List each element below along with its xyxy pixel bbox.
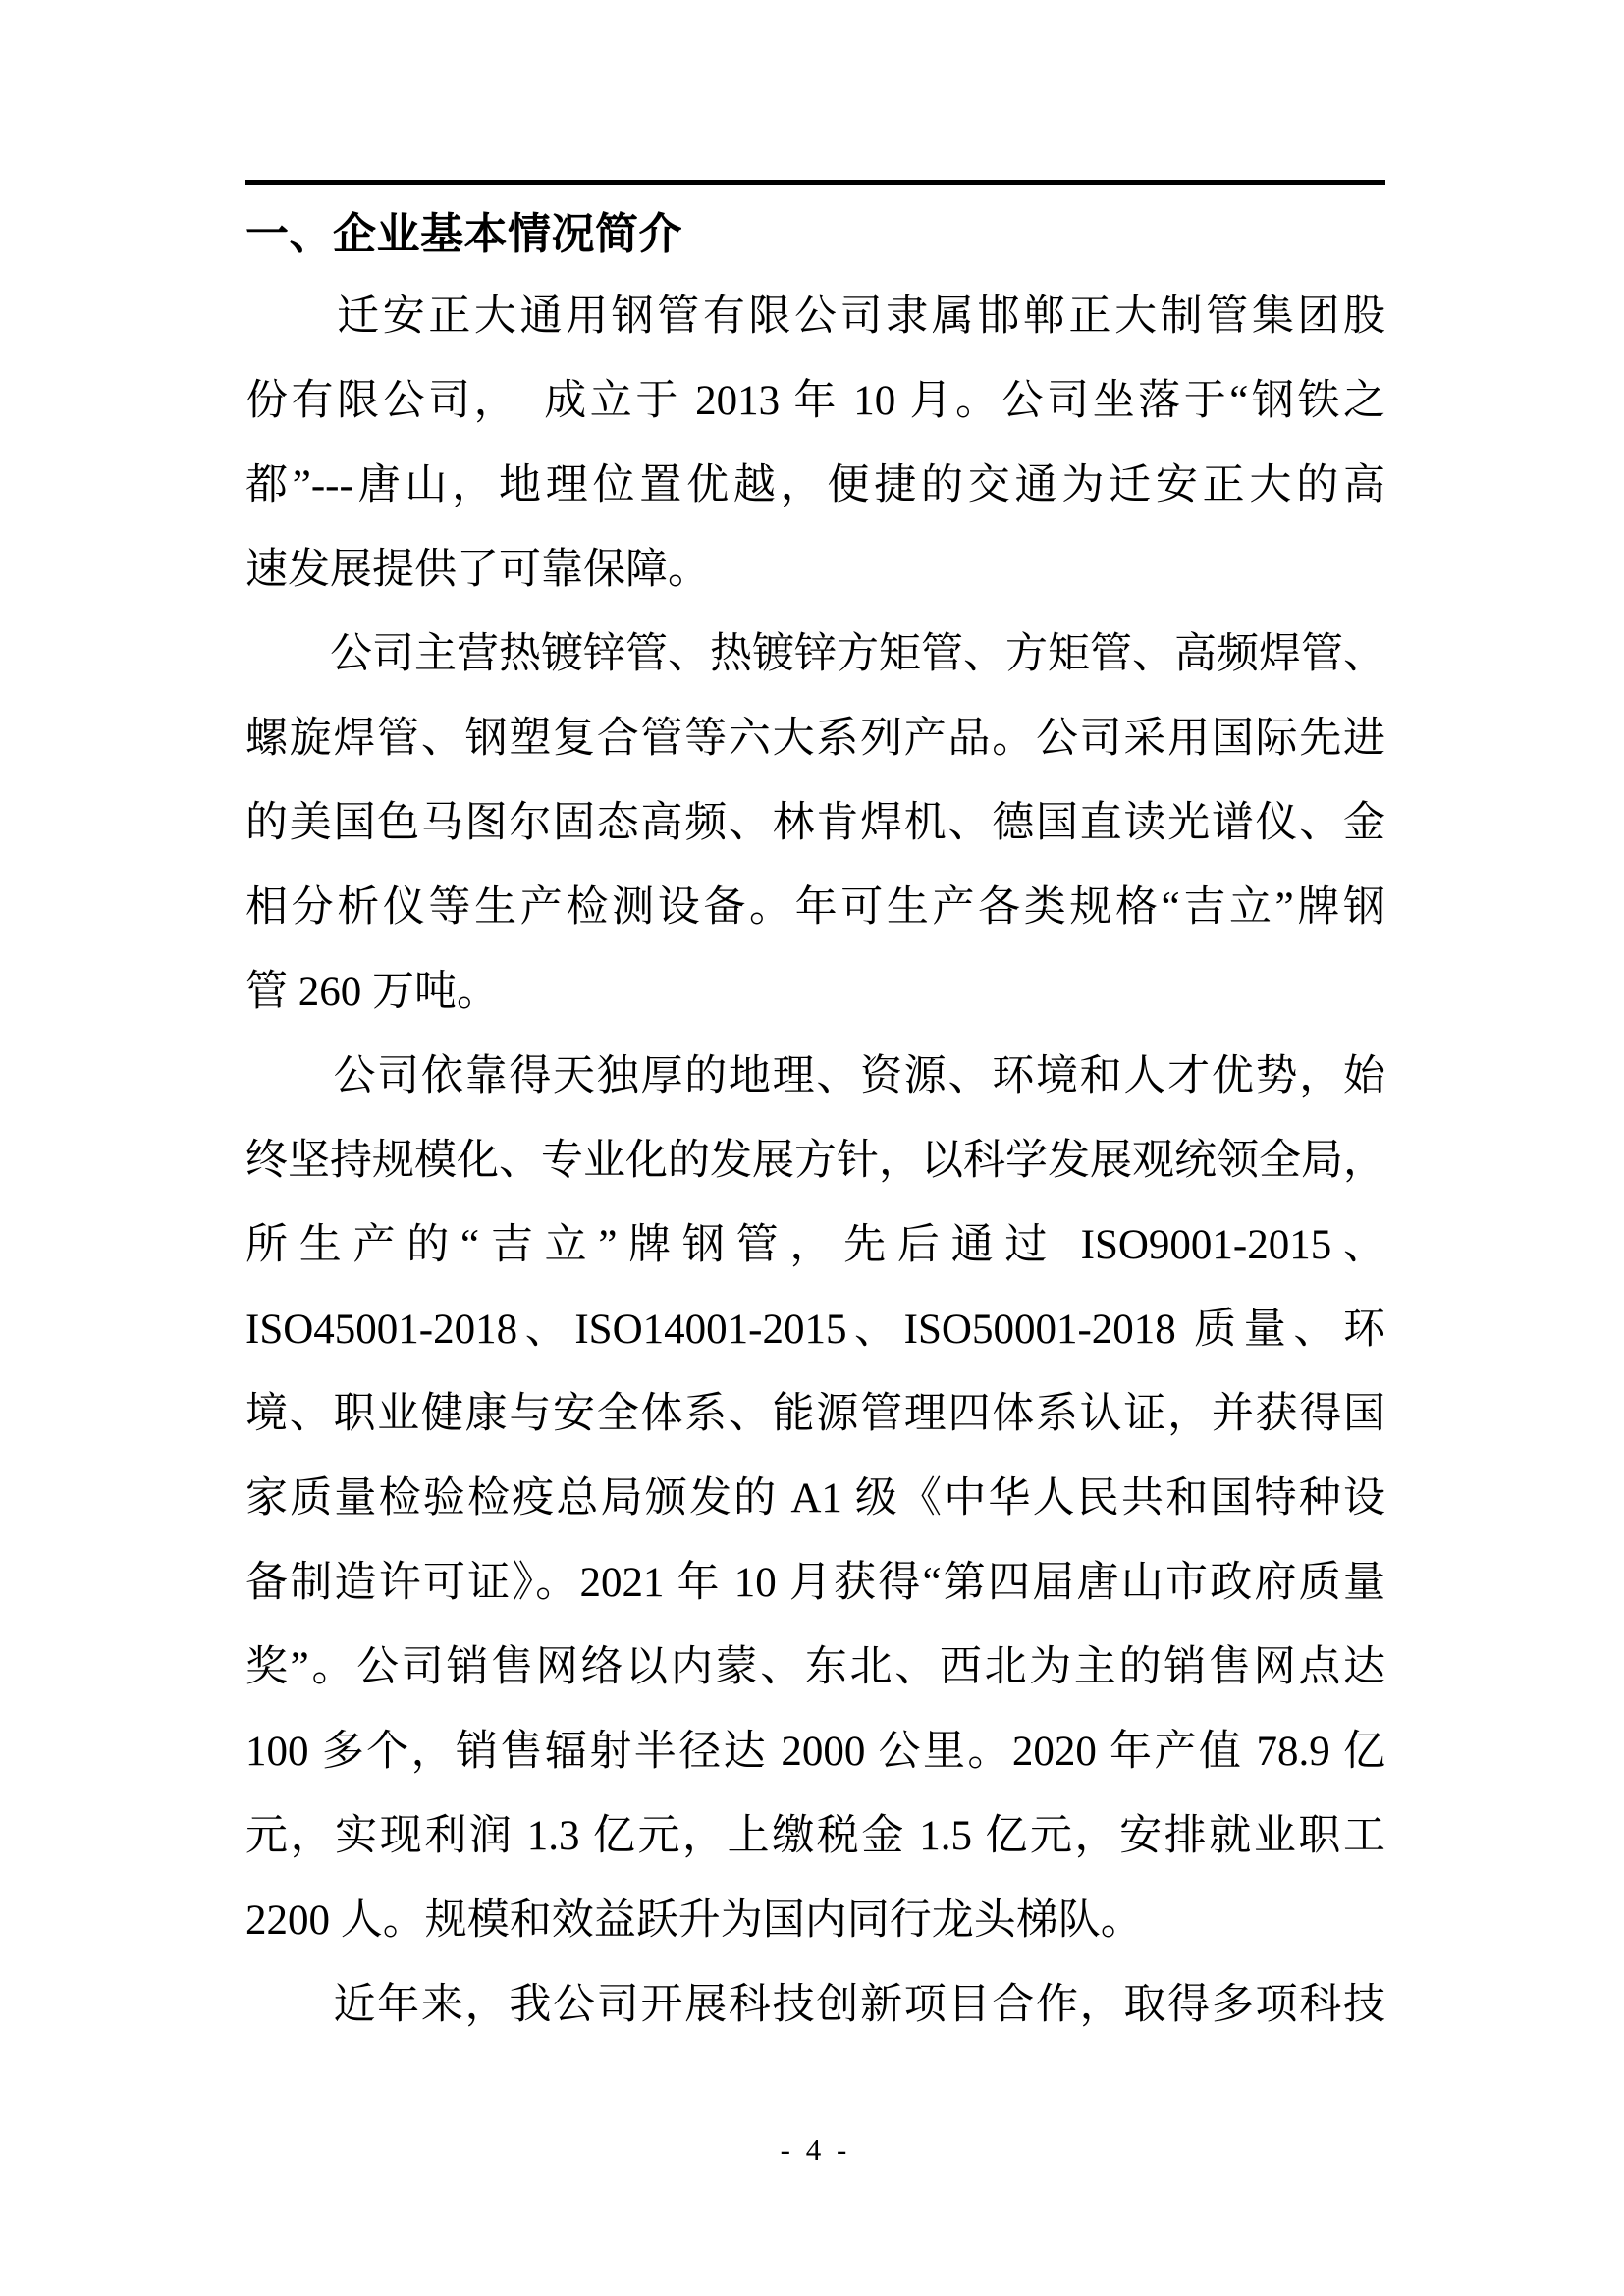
text-line: 家质量检验检疫总局颁发的 A1 级《中华人民共和国特种设	[245, 1475, 1385, 1522]
content-area	[245, 205, 1385, 2048]
text-line: 近年来，我公司开展科技创新项目合作，取得多项科技	[245, 1982, 1385, 2028]
text-line: 元，实现利润 1.3 亿元，上缴税金 1.5 亿元，安排就业职工	[245, 1813, 1385, 1859]
text-line: 螺旋焊管、钢塑复合管等六大系列产品。公司采用国际先进	[245, 716, 1385, 762]
text-line: 都”---唐山，地理位置优越，便捷的交通为迁安正大的高	[245, 462, 1385, 508]
section-heading: 一、企业基本情况简介	[245, 210, 682, 258]
page-number: - 4 -	[780, 2132, 851, 2166]
text-line: 100 多个，销售辐射半径达 2000 公里。2020 年产值 78.9 亿	[245, 1729, 1385, 1775]
text-line: 相分析仪等生产检测设备。年可生产各类规格“吉立”牌钢	[245, 884, 1385, 931]
text-line: 2200 人。规模和效益跃升为国内同行龙头梯队。	[245, 1897, 1143, 1944]
text-line: 公司主营热镀锌管、热镀锌方矩管、方矩管、高频焊管、	[245, 631, 1385, 677]
text-line: 份有限公司， 成立于 2013 年 10 月。公司坐落于“钢铁之	[245, 378, 1385, 424]
text-line: 终坚持规模化、专业化的发展方针，以科学发展观统领全局，	[245, 1138, 1385, 1184]
text-line: ISO45001-2018、ISO14001-2015、ISO50001-2018 质量、环	[245, 1307, 1385, 1353]
body-text	[245, 275, 1385, 2048]
text-line: 的美国色马图尔固态高频、林肯焊机、德国直读光谱仪、金	[245, 800, 1385, 846]
text-line: 备制造许可证》。2021 年 10 月获得“第四届唐山市政府质量	[245, 1560, 1385, 1606]
header-rule	[245, 180, 1385, 185]
text-line: 公司依靠得天独厚的地理、资源、环境和人才优势，始	[245, 1053, 1385, 1099]
text-line: 所生产的“吉立”牌钢管，先后通过 ISO9001-2015、	[245, 1222, 1385, 1268]
text-line: 迁安正大通用钢管有限公司隶属邯郸正大制管集团股	[245, 294, 1385, 340]
text-line: 境、职业健康与安全体系、能源管理四体系认证，并获得国	[245, 1391, 1385, 1437]
text-line: 速发展提供了可靠保障。	[245, 547, 710, 593]
text-line: 管 260 万吨。	[245, 969, 499, 1015]
text-line: 奖”。公司销售网络以内蒙、东北、西北为主的销售网点达	[245, 1644, 1385, 1690]
